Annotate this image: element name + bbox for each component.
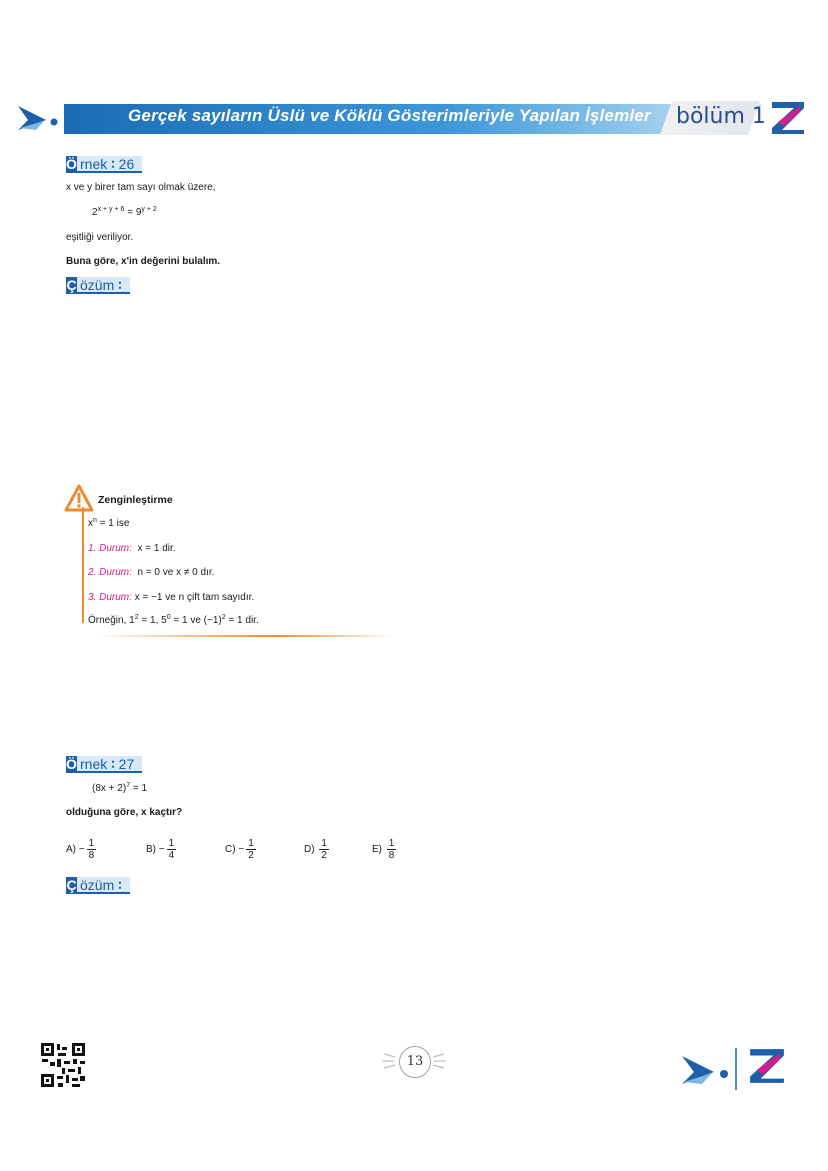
example-27-label: Ö rnek ∶ 27	[66, 756, 142, 773]
option-d[interactable]: D) $\frac{1}{2}$	[304, 838, 327, 861]
example-26-intro: x ve y birer tam sayı olmak üzere,	[66, 182, 216, 193]
enrichment-condition: $x^n = 1$ ise	[88, 517, 130, 529]
option-a[interactable]: A) − $\frac{1}{8}$	[66, 838, 95, 861]
enrichment-title: Zenginleştirme	[98, 494, 173, 506]
enrichment-case-3: 3. Durum: x = −1 ve n çift tam sayıdır.	[88, 592, 255, 603]
option-c[interactable]: C) − $\frac{1}{2}$	[225, 838, 254, 861]
enrichment-example: Örneğin, $1^2 = 1$, $5^0 = 1$ ve $(-1)^2 = 1$ dir.	[88, 614, 259, 626]
option-b[interactable]: B) − $\frac{1}{4}$	[146, 838, 175, 861]
example-27-question: olduğuna göre, x kaçtır?	[66, 807, 183, 818]
enrichment-bottom-rule	[94, 635, 394, 637]
enrichment-divider	[82, 507, 84, 623]
page-number: 13	[399, 1046, 431, 1078]
enrichment-case-1: 1. Durum: x = 1 dir.	[88, 543, 176, 554]
z-logo-footer-icon	[748, 1046, 786, 1086]
chapter-title: Gerçek sayıların Üslü ve Köklü Gösterimleriyle Yapılan İşlemler	[128, 106, 651, 125]
enrichment-case-2: 2. Durum: n = 0 ve x ≠ 0 dır.	[88, 567, 215, 578]
solution-label: Ç özüm ∶	[66, 277, 130, 294]
publisher-logo-icon	[16, 100, 62, 134]
option-e[interactable]: E) $\frac{1}{8}$	[372, 838, 395, 861]
z-logo-icon	[770, 100, 806, 136]
publisher-logo-footer-icon	[680, 1048, 740, 1090]
warning-triangle-icon	[64, 484, 94, 512]
example-26-equation: $2^{x + y + 6} = 9^{y + 2}$	[92, 206, 157, 218]
qr-code-icon[interactable]	[40, 1042, 86, 1088]
section-label: bölüm 1	[676, 104, 766, 129]
example-26-label: Ö rnek ∶ 26	[66, 156, 142, 173]
example-27-equation: $(8x + 2)^7 = 1$	[92, 782, 148, 794]
example-26-question: Buna göre, x'in değerini bulalım.	[66, 256, 221, 267]
solution-label-2: Ç özüm ∶	[66, 877, 130, 894]
example-26-given: eşitliği veriliyor.	[66, 232, 134, 243]
